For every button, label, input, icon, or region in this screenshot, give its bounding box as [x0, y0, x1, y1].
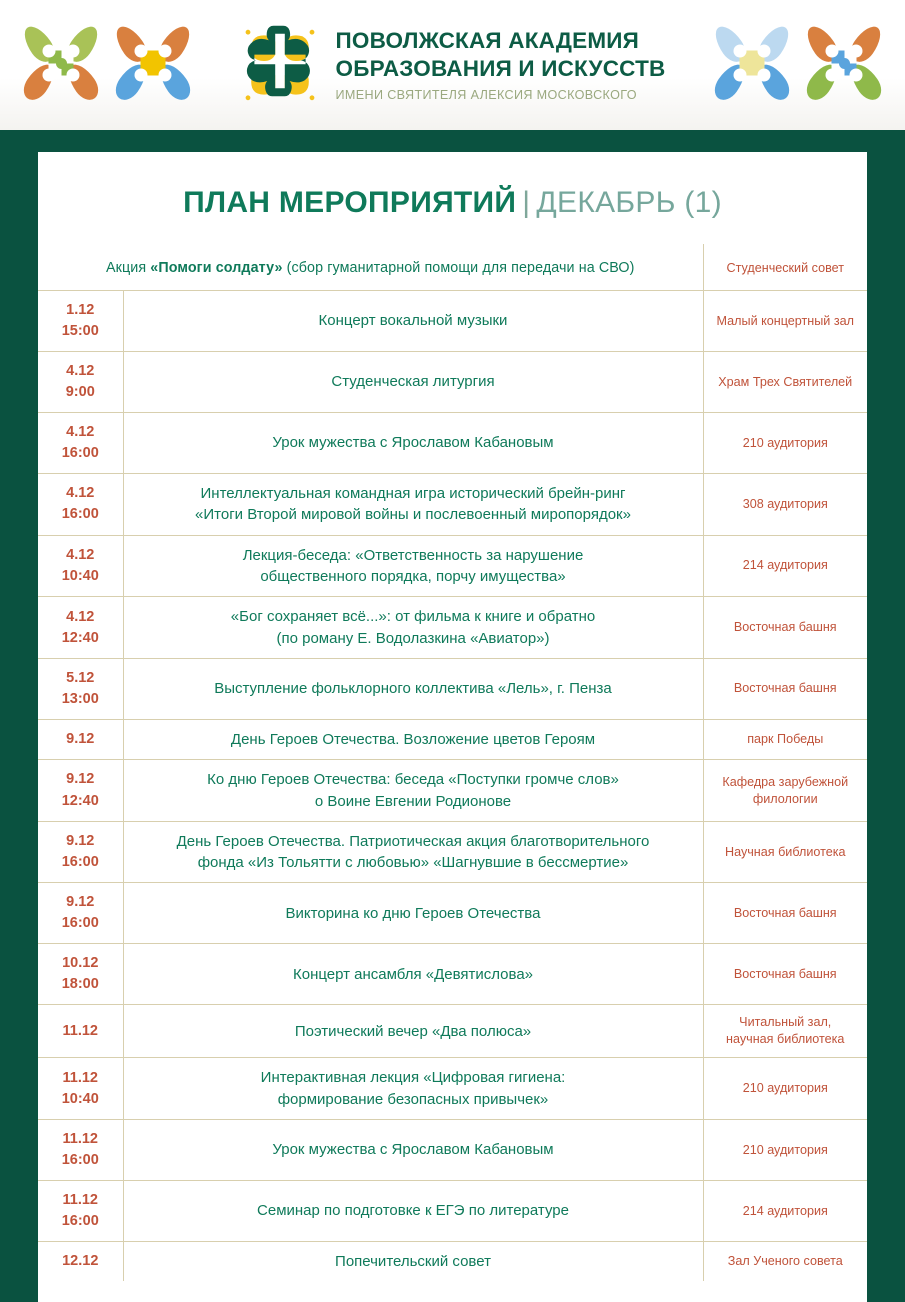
row-date-day: 4.12 — [66, 485, 95, 502]
campaign-prefix: Акция — [106, 260, 151, 276]
table-row — [38, 1005, 867, 1058]
table-row — [38, 658, 867, 719]
row-date — [38, 352, 123, 413]
row-place-line: Восточная башня — [733, 905, 837, 920]
row-place — [703, 597, 867, 659]
row-event-line: «Итоги Второй мировой войны и послевоенный миропорядок» — [195, 506, 631, 524]
row-date-time: 12:40 — [61, 792, 99, 809]
row-place-line: Храм Трех Святителей — [718, 374, 853, 389]
row-event — [123, 760, 703, 822]
row-date — [38, 658, 123, 719]
row-event-line: Викторина ко дню Героев Отечества — [285, 904, 541, 922]
ornament-flower-orange-green — [805, 24, 883, 102]
row-event-line: Попечительский совет — [335, 1253, 491, 1271]
row-date — [38, 1120, 123, 1181]
row-event-line: Урок мужества с Ярославом Кабановым — [272, 434, 554, 452]
row-place-line: 214 аудитория — [742, 1203, 828, 1218]
row-place — [703, 760, 867, 822]
ornament-flower-orange — [114, 24, 192, 102]
row-event — [123, 474, 703, 536]
row-date-day: 9.12 — [66, 771, 95, 788]
campaign-place: Студенческий совет — [703, 244, 867, 291]
events-table-body — [38, 244, 867, 1281]
brand-subtitle: ИМЕНИ СВЯТИТЕЛЯ АЛЕКСИЯ МОСКОВСКОГО — [335, 87, 637, 102]
table-row — [38, 1242, 867, 1282]
row-event-line: (по роману Е. Водолазкина «Авиатор») — [276, 629, 550, 647]
row-event — [123, 658, 703, 719]
row-date-time: 16:00 — [61, 506, 99, 523]
row-event-line: о Воине Евгении Родионове — [314, 792, 512, 810]
row-event-line: Интерактивная лекция «Цифровая гигиена: — [260, 1069, 566, 1087]
row-date-day: 11.12 — [62, 1131, 98, 1148]
row-event-line: Поэтический вечер «Два полюса» — [294, 1022, 532, 1040]
row-date-day: 12.12 — [62, 1253, 99, 1270]
row-date-day: 11.12 — [62, 1022, 98, 1039]
row-event-line: Ко дню Героев Отечества: беседа «Поступки громче слов» — [207, 771, 619, 789]
row-place-line: Научная библиотека — [724, 844, 846, 859]
row-date-time: 18:00 — [61, 976, 99, 993]
row-event-line: Урок мужества с Ярославом Кабановым — [272, 1141, 554, 1159]
table-row — [38, 291, 867, 352]
row-place-line: Восточная башня — [733, 966, 837, 981]
row-event-line: «Бог сохраняет всё...»: от фильма к книге и обратно — [230, 608, 596, 626]
row-date-day: 5.12 — [66, 669, 95, 686]
row-date — [38, 1005, 123, 1058]
ornament-center-checker — [832, 51, 857, 76]
row-event — [123, 944, 703, 1005]
row-place — [703, 1120, 867, 1181]
row-date — [38, 474, 123, 536]
table-row — [38, 597, 867, 659]
ornament-center-checker — [49, 51, 74, 76]
row-place — [703, 1005, 867, 1058]
row-date — [38, 944, 123, 1005]
row-event — [123, 719, 703, 759]
row-event — [123, 535, 703, 597]
row-date-time: 16:00 — [61, 1152, 99, 1169]
table-row — [38, 883, 867, 944]
table-row — [38, 474, 867, 536]
academy-logo-icon — [240, 21, 320, 109]
row-date-day: 4.12 — [66, 424, 95, 441]
row-date-day: 11.12 — [62, 1192, 98, 1209]
row-date-time: 16:00 — [61, 445, 99, 462]
row-place — [703, 352, 867, 413]
brand-line-1: ПОВОЛЖСКАЯ АКАДЕМИЯ — [335, 28, 640, 54]
page-header — [0, 0, 905, 130]
row-event-line: фонда «Из Тольятти с любовью» «Шагнувшие в бессмертие» — [197, 854, 629, 872]
row-event — [123, 1120, 703, 1181]
row-date-day: 4.12 — [66, 363, 95, 380]
row-place — [703, 883, 867, 944]
row-event-line: Концерт вокальной музыки — [318, 312, 508, 330]
table-row — [38, 821, 867, 883]
row-place — [703, 658, 867, 719]
row-date-time: 13:00 — [61, 690, 99, 707]
row-date-time: 15:00 — [61, 323, 99, 340]
row-date — [38, 1242, 123, 1282]
row-date-time: 12:40 — [61, 629, 99, 646]
row-place-line: 210 аудитория — [742, 1081, 828, 1096]
row-event-line: Семинар по подготовке к ЕГЭ по литературе — [257, 1202, 569, 1220]
brand-line-2: ОБРАЗОВАНИЯ И ИСКУССТВ — [335, 55, 666, 81]
table-row — [38, 535, 867, 597]
row-date-day: 11.12 — [62, 1069, 98, 1086]
row-event — [123, 1242, 703, 1282]
row-date — [38, 719, 123, 759]
green-frame — [0, 130, 905, 1280]
row-event-line: Выступление фольклорного коллектива «Лель», г. Пенза — [214, 680, 612, 698]
ornament-left — [22, 24, 192, 102]
row-event-line: Студенческая литургия — [331, 373, 495, 391]
row-place — [703, 1242, 867, 1282]
table-row — [38, 352, 867, 413]
row-date — [38, 760, 123, 822]
row-date-time: 16:00 — [61, 854, 99, 871]
row-event-line: Концерт ансамбля «Девятислова» — [292, 965, 533, 983]
row-date-day: 4.12 — [66, 608, 95, 625]
page-title-main: ПЛАН МЕРОПРИЯТИЙ — [183, 186, 517, 219]
row-date-day: 4.12 — [66, 546, 95, 563]
row-date — [38, 413, 123, 474]
table-row — [38, 1181, 867, 1242]
row-place — [703, 413, 867, 474]
table-row — [38, 1120, 867, 1181]
row-date — [38, 1181, 123, 1242]
row-event — [123, 352, 703, 413]
row-event — [123, 883, 703, 944]
page-title-month: ДЕКАБРЬ (1) — [536, 186, 722, 219]
row-event — [123, 291, 703, 352]
row-place — [703, 719, 867, 759]
row-place-line: научная библиотека — [726, 1032, 845, 1047]
row-event — [123, 821, 703, 883]
campaign-banner-cell — [38, 244, 703, 291]
row-event — [123, 1181, 703, 1242]
row-date-day: 9.12 — [66, 833, 95, 850]
row-date — [38, 291, 123, 352]
row-event — [123, 1005, 703, 1058]
row-event — [123, 1058, 703, 1120]
row-date — [38, 1058, 123, 1120]
row-event-line: формирование безопасных привычек» — [277, 1090, 549, 1108]
ornament-center-star — [141, 51, 166, 76]
row-date — [38, 597, 123, 659]
row-date-time: 9:00 — [65, 384, 95, 401]
row-event — [123, 413, 703, 474]
campaign-banner-row — [38, 244, 867, 291]
row-event-line: День Героев Отечества. Возложение цветов Героям — [230, 730, 596, 748]
row-place-line: Зал Ученого совета — [727, 1254, 843, 1269]
ornament-right — [713, 24, 883, 102]
row-place-line: Кафедра зарубежной — [722, 774, 849, 789]
row-date — [38, 535, 123, 597]
row-place — [703, 1058, 867, 1120]
table-row — [38, 944, 867, 1005]
row-date — [38, 883, 123, 944]
row-place — [703, 535, 867, 597]
row-date-day: 9.12 — [66, 731, 95, 748]
row-place-line: 210 аудитория — [742, 1142, 828, 1157]
row-place-line: 308 аудитория — [742, 496, 828, 511]
row-place-line: Восточная башня — [733, 620, 837, 635]
title-separator: | — [522, 186, 531, 219]
ornament-flower-olive — [22, 24, 100, 102]
row-place-line: парк Победы — [747, 732, 824, 747]
ornament-flower-lightblue — [713, 24, 791, 102]
row-date-day: 9.12 — [66, 894, 95, 911]
row-place-line: филологии — [752, 791, 818, 806]
row-date-time: 16:00 — [61, 1213, 99, 1230]
table-row — [38, 1058, 867, 1120]
row-place-line: Восточная башня — [733, 681, 837, 696]
row-event — [123, 597, 703, 659]
plan-sheet — [38, 152, 867, 1302]
row-place-line: Малый концертный зал — [716, 313, 854, 328]
table-row — [38, 719, 867, 759]
row-place — [703, 944, 867, 1005]
row-event-line: Интеллектуальная командная игра исторический брейн-ринг — [200, 485, 626, 503]
page-title — [38, 152, 867, 226]
row-date-time: 16:00 — [61, 915, 99, 932]
ornament-center-star — [740, 51, 765, 76]
campaign-name: «Помоги солдату» — [150, 260, 283, 276]
row-place-line: 214 аудитория — [742, 558, 828, 573]
row-place — [703, 291, 867, 352]
row-place — [703, 821, 867, 883]
row-place-line: 210 аудитория — [742, 435, 828, 450]
brand-block — [240, 21, 666, 109]
row-date-time: 10:40 — [61, 1090, 99, 1107]
events-table — [38, 244, 867, 1281]
row-event-line: Лекция-беседа: «Ответственность за нарушение — [242, 546, 584, 564]
table-row — [38, 760, 867, 822]
row-place-line: Читальный зал, — [739, 1015, 832, 1030]
row-date-day: 10.12 — [62, 955, 99, 972]
row-place — [703, 474, 867, 536]
row-date — [38, 821, 123, 883]
row-event-line: День Героев Отечества. Патриотическая акция благотворительного — [176, 832, 650, 850]
row-event-line: общественного порядка, порчу имущества» — [260, 567, 566, 585]
table-row — [38, 413, 867, 474]
row-date-day: 1.12 — [66, 302, 95, 318]
row-place — [703, 1181, 867, 1242]
campaign-suffix: (сбор гуманитарной помощи для передачи на СВО) — [282, 260, 635, 276]
row-date-time: 10:40 — [61, 567, 99, 584]
